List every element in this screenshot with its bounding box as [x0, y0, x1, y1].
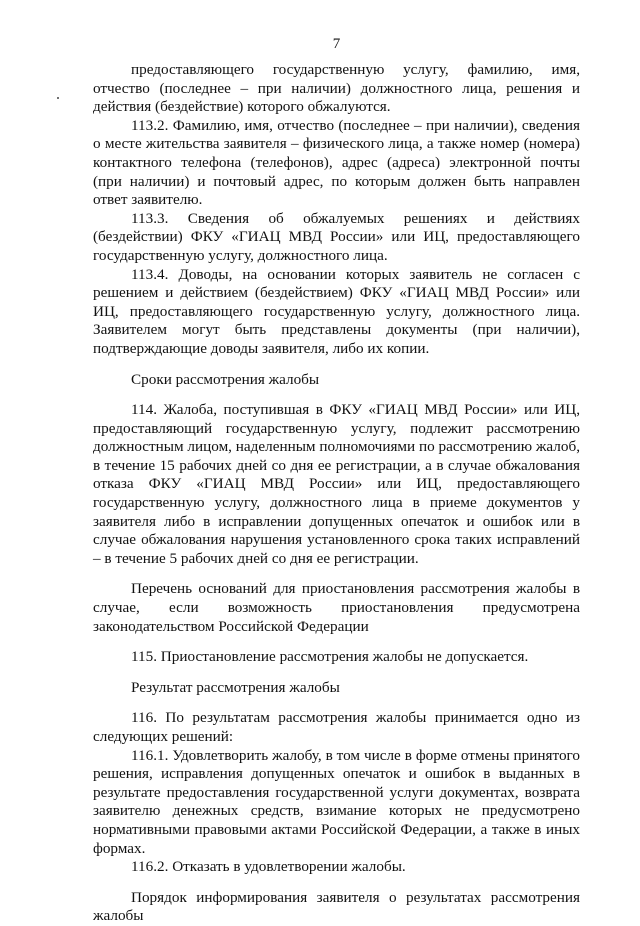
scan-speck	[57, 97, 59, 99]
section-heading-informing-procedure: Порядок информирования заявителя о результатах рассмотрения жалобы	[93, 888, 580, 925]
paragraph-116: 116. По результатам рассмотрения жалобы принимается одно из следующих решений:	[93, 709, 580, 745]
paragraph-113-3: 113.3. Сведения об обжалуемых решениях и действиях (бездействии) ФКУ «ГИАЦ МВД России» или ИЦ, предоставляющего государственную услугу, должностного лица.	[93, 209, 580, 264]
section-heading-review-terms: Сроки рассмотрения жалобы	[131, 370, 320, 388]
paragraph-continuation: предоставляющего государственную услугу, фамилию, имя, отчество (последнее – при наличии) должностного лица, решения и действия (бездействие) которого обжалуются.	[93, 61, 580, 116]
paragraph-116-1: 116.1. Удовлетворить жалобу, в том числе в форме отмены принятого решения, исправления допущенных опечаток и ошибок в выданных в результате предоставления государственной услуги документах, возврата заявителю денежных средств, взимание которых не предусмотрено нормативными правовыми актами Российской Федерации, а также в иных формах.	[93, 746, 580, 857]
paragraph-116-2: 116.2. Отказать в удовлетворении жалобы.	[131, 858, 406, 876]
section-heading-suspension-grounds: Перечень оснований для приостановления рассмотрения жалобы в случае, если возможность приостановления предусмотрена законодательством Российской Федерации	[93, 580, 580, 635]
paragraph-114: 114. Жалоба, поступившая в ФКУ «ГИАЦ МВД России» или ИЦ, предоставляющий государственную услугу, подлежит рассмотрению должностным лицом, наделенным полномочиями по рассмотрению жалоб, в течение 15 рабочих дней со дня ее регистрации, а в случае обжалования отказа ФКУ «ГИАЦ МВД России» или ИЦ, предоставляющего государственную услугу, должностного лица в приеме документов у заявителя либо в исправлении допущенных опечаток и ошибок или в случае обжалования нарушения установленного срока таких исправлений – в течение 5 рабочих дней со дня ее регистрации.	[93, 401, 580, 567]
paragraph-113-2: 113.2. Фамилию, имя, отчество (последнее – при наличии), сведения о месте жительства заявителя – физического лица, а также номер (номера) контактного телефона (телефонов), адрес (адреса) электронной почты (при наличии) и почтовый адрес, по которым должен быть направлен ответ заявителю.	[93, 116, 580, 209]
paragraph-113-4: 113.4. Доводы, на основании которых заявитель не согласен с решением и действием (бездействием) ФКУ «ГИАЦ МВД России» или ИЦ, предоставляющего государственную услугу, должностного лица. Заявителем могут быть представлены документы (при наличии), подтверждающие доводы заявителя, либо их копии.	[93, 265, 580, 357]
section-heading-review-result: Результат рассмотрения жалобы	[131, 678, 340, 696]
page-number: 7	[332, 36, 341, 52]
paragraph-115: 115. Приостановление рассмотрения жалобы не допускается.	[131, 648, 529, 666]
